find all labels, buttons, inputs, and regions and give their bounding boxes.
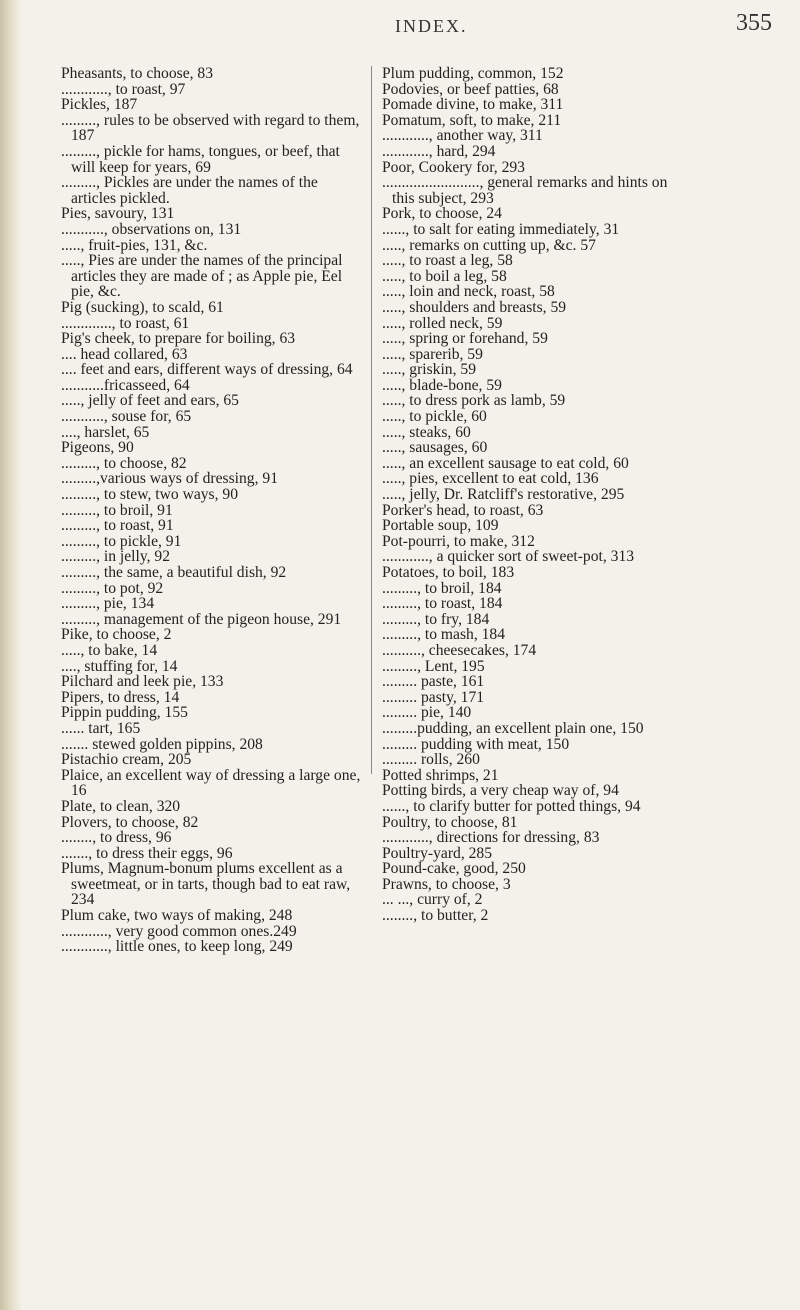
index-entry: Plum cake, two ways of making, 248	[61, 907, 293, 925]
index-entry: ......... pie, 140	[382, 704, 472, 722]
index-entry: ....., blade-bone, 59	[382, 376, 502, 394]
index-entry: ............., to roast, 61	[61, 314, 190, 332]
index-entry: ........., Pickles are under the names of the articles pickled.	[61, 174, 318, 207]
index-entry: ......... rolls, 260	[382, 751, 480, 769]
column-divider	[371, 66, 372, 774]
index-column-right	[382, 66, 692, 924]
index-entry: Potted shrimps, 21	[382, 766, 499, 784]
index-entry: ....... stewed golden pippins, 208	[61, 735, 263, 753]
index-entry: ......... paste, 161	[382, 673, 485, 691]
index-entry: ...., stuffing for, 14	[61, 657, 178, 675]
index-entry: Potting birds, a very cheap way of, 94	[382, 782, 619, 800]
index-entry: ....., to bake, 14	[61, 641, 158, 659]
index-entry: ....., loin and neck, roast, 58	[382, 283, 555, 301]
index-entry: ........., to roast, 91	[61, 517, 174, 535]
index-entry: Plate, to clean, 320	[61, 797, 181, 815]
index-entry: Pomatum, soft, to make, 211	[382, 111, 562, 129]
index-entry: ....., griskin, 59	[382, 361, 476, 379]
index-entry: ....., sausages, 60	[382, 439, 488, 457]
index-entry: ....., to dress pork as lamb, 59	[382, 392, 566, 410]
index-entry: Pig's cheek, to prepare for boiling, 63	[61, 330, 296, 348]
index-entry: Pipers, to dress, 14	[61, 688, 180, 706]
index-entry: Podovies, or beef patties, 68	[382, 80, 559, 98]
index-entry: ....., shoulders and breasts, 59	[382, 298, 567, 316]
index-entry: Poultry, to choose, 81	[382, 813, 518, 831]
index-entry: Pies, savoury, 131	[61, 205, 175, 223]
index-entry: ........., pie, 134	[61, 595, 155, 613]
index-column-left	[61, 66, 366, 955]
index-entry: Pig (sucking), to scald, 61	[61, 298, 224, 316]
index-entry: ............, very good common ones.249	[61, 922, 297, 940]
index-entry: ....., to boil a leg, 58	[382, 267, 507, 285]
index-entry: Pickles, 187	[61, 96, 138, 114]
index-entry: Poultry-yard, 285	[382, 844, 493, 862]
index-entry: ........., to fry, 184	[382, 610, 490, 628]
index-entry: Pork, to choose, 24	[382, 205, 502, 223]
running-title: INDEX.	[395, 16, 468, 36]
page-header	[0, 8, 800, 48]
index-entry: ......... pasty, 171	[382, 688, 485, 706]
index-entry: Pigeons, 90	[61, 439, 134, 457]
index-entry: ........, to butter, 2	[382, 907, 489, 925]
index-entry: ........., to mash, 184	[382, 626, 506, 644]
index-entry: Potatoes, to boil, 183	[382, 564, 515, 581]
index-entry: ............, hard, 294	[382, 142, 496, 160]
index-entry: ...., harslet, 65	[61, 423, 150, 441]
index-entry: .........pudding, an excellent plain one, 150	[382, 719, 644, 737]
index-entry: Pippin pudding, 155	[61, 704, 188, 722]
index-entry: ........., the same, a beautiful dish, 92	[61, 564, 287, 581]
index-entry: ........., to choose, 82	[61, 454, 187, 472]
index-entry: ........., Lent, 195	[382, 657, 485, 675]
index-entry: ....., steaks, 60	[382, 423, 471, 441]
index-entry: ....., to roast a leg, 58	[382, 252, 513, 270]
index-entry: ......... pudding with meat, 150	[382, 735, 570, 753]
index-entry: ...........fricasseed, 64	[61, 376, 190, 394]
index-entry: ............, another way, 311	[382, 127, 543, 145]
index-entry: ....., jelly, Dr. Ratcliff's restorative, 295	[382, 486, 625, 504]
index-entry: ....., rolled neck, 59	[382, 314, 503, 332]
index-entry: ....., Pies are under the names of the principal articles they are made of ; as Apple pie, Eel pie, &c.	[61, 252, 343, 301]
index-entry: Pot-pourri, to make, 312	[382, 532, 535, 550]
index-entry: .........., cheesecakes, 174	[382, 641, 537, 659]
index-entry: ........., rules to be observed with regard to them, 187	[61, 111, 360, 145]
page-binding-edge	[0, 0, 22, 1310]
index-entry: ........., to pot, 92	[61, 579, 164, 597]
index-entry: ....., to pickle, 60	[382, 408, 487, 426]
index-entry: ........., in jelly, 92	[61, 548, 171, 566]
index-entry: Plovers, to choose, 82	[61, 813, 199, 831]
index-entry: ............, little ones, to keep long, 249	[61, 938, 293, 956]
index-entry: ..........., observations on, 131	[61, 220, 242, 238]
index-entry: Porker's head, to roast, 63	[382, 501, 544, 519]
index-entry: ....., pies, excellent to eat cold, 136	[382, 470, 599, 488]
index-entry: .... head collared, 63	[61, 345, 188, 363]
index-entry: ....., an excellent sausage to eat cold, 60	[382, 454, 629, 472]
index-entry: .... feet and ears, different ways of dressing, 64	[61, 361, 353, 379]
index-entry: ........................., general remarks and hints on this subject, 293	[382, 174, 668, 207]
index-entry: Pilchard and leek pie, 133	[61, 673, 224, 691]
index-entry: ... ..., curry of, 2	[382, 891, 483, 909]
index-entry: ......, to clarify butter for potted things, 94	[382, 797, 641, 815]
index-entry: ........., to broil, 91	[61, 501, 173, 519]
index-entry: ........., to broil, 184	[382, 579, 502, 597]
index-entry: ......, to salt for eating immediately, 31	[382, 220, 620, 238]
index-entry: ..........., souse for, 65	[61, 408, 192, 426]
index-entry: .........,various ways of dressing, 91	[61, 470, 278, 488]
index-entry: Prawns, to choose, 3	[382, 875, 511, 893]
index-entry: Pomade divine, to make, 311	[382, 96, 564, 114]
index-entry: ...... tart, 165	[61, 719, 141, 737]
index-entry: ....., sparerib, 59	[382, 345, 483, 363]
index-entry: Plum pudding, common, 152	[382, 65, 564, 82]
index-entry: ....., remarks on cutting up, &c. 57	[382, 236, 596, 254]
index-entry: ....., fruit-pies, 131, &c.	[61, 236, 208, 254]
index-entry: ........., to stew, two ways, 90	[61, 486, 239, 504]
index-entry: ............, directions for dressing, 83	[382, 829, 600, 847]
index-entry: Pistachio cream, 205	[61, 751, 192, 769]
index-entry: ........., to pickle, 91	[61, 532, 182, 550]
index-entry: ........, to dress, 96	[61, 829, 172, 847]
index-entry: ............, a quicker sort of sweet-pot, 313	[382, 548, 635, 566]
index-entry: Plums, Magnum-bonum plums excellent as a sweetmeat, or in tarts, though bad to eat raw, 234	[61, 860, 351, 909]
index-entry: Pound-cake, good, 250	[382, 860, 526, 878]
index-entry: ........., pickle for hams, tongues, or beef, that will keep for years, 69	[61, 142, 340, 176]
index-entry: ............, to roast, 97	[61, 80, 186, 98]
index-entry: ........., management of the pigeon house, 291	[61, 610, 342, 628]
index-entry: Portable soup, 109	[382, 517, 499, 535]
index-entry: ....., spring or forehand, 59	[382, 330, 548, 348]
index-entry: ......., to dress their eggs, 96	[61, 844, 233, 862]
index-entry: Pheasants, to choose, 83	[61, 65, 214, 82]
page-number: 355	[736, 10, 772, 36]
index-entry: ....., jelly of feet and ears, 65	[61, 392, 239, 410]
index-entry: ........., to roast, 184	[382, 595, 503, 613]
index-entry: Pike, to choose, 2	[61, 626, 172, 644]
index-entry: Plaice, an excellent way of dressing a large one, 16	[61, 766, 361, 800]
index-entry: Poor, Cookery for, 293	[382, 158, 525, 176]
